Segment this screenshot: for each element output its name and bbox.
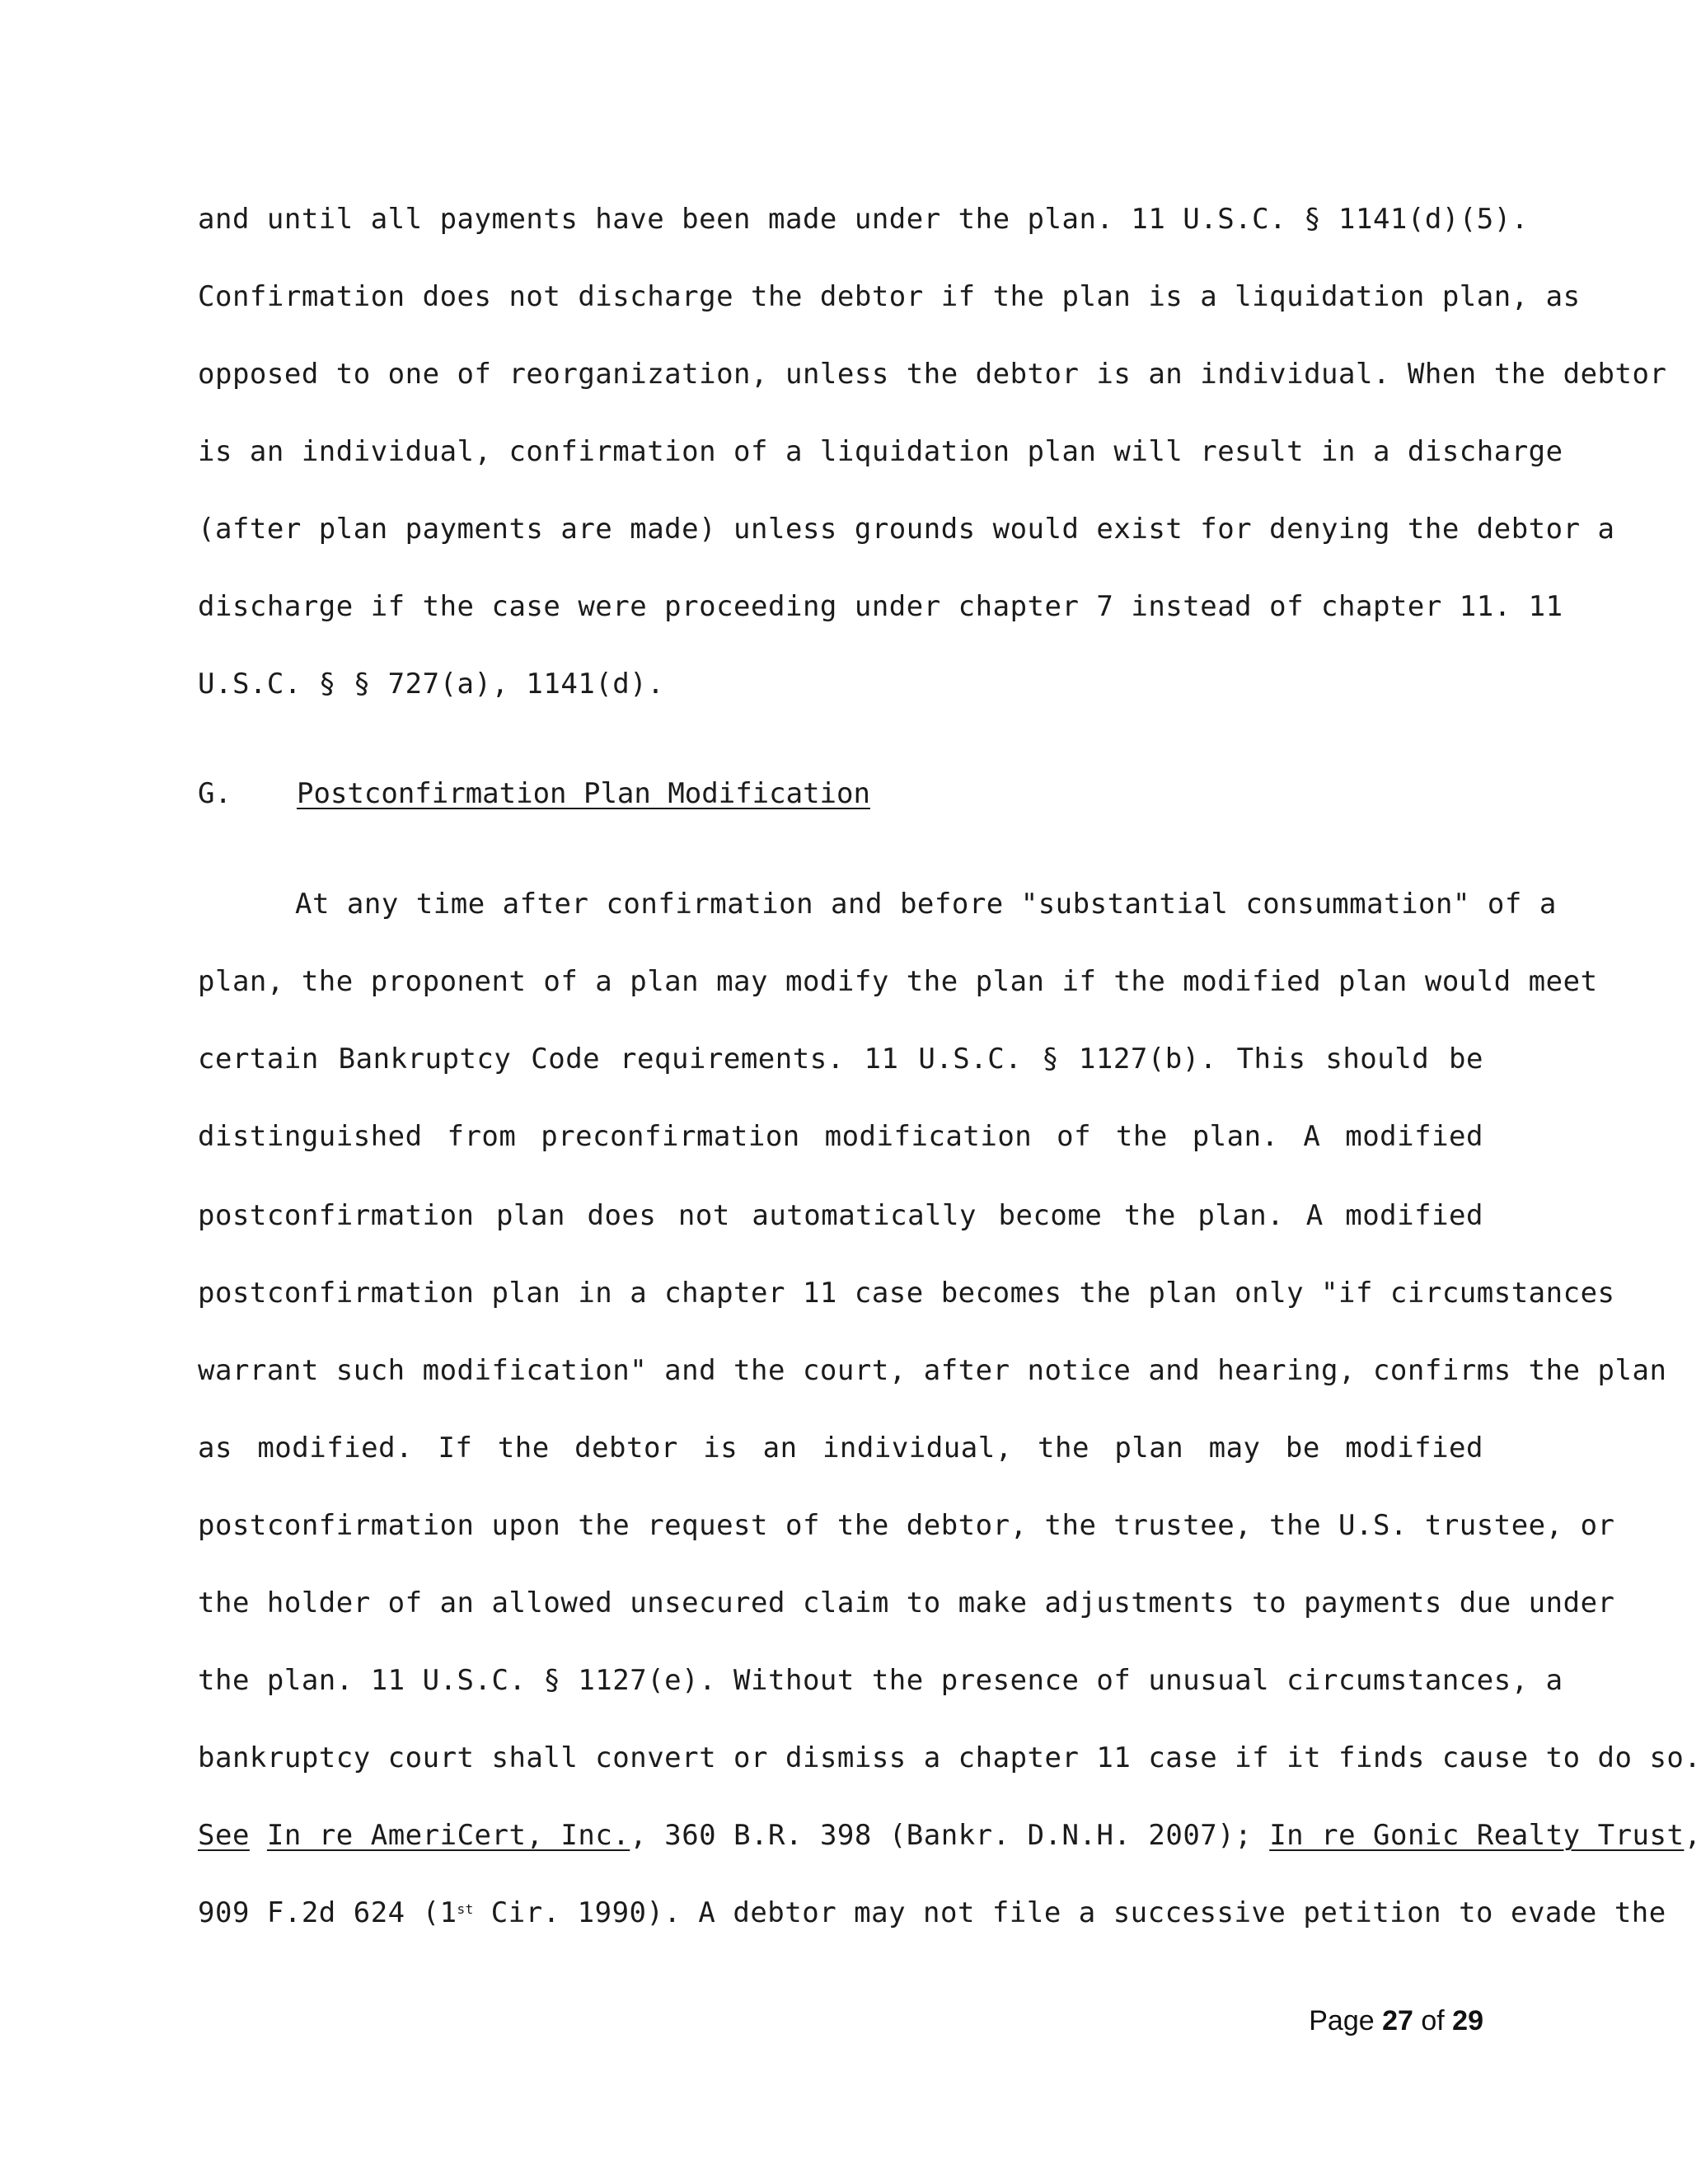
case-citation-end: ,: [1684, 1819, 1701, 1852]
body-line: (after plan payments are made) unless grounds would exist for denying the debtor a: [198, 513, 1615, 546]
body-line: as modified. If the debtor is an individual, the plan may be modified: [198, 1432, 1483, 1465]
signal-see: See: [198, 1819, 250, 1852]
body-line: the holder of an allowed unsecured claim to make adjustments to payments due under: [198, 1586, 1615, 1619]
body-line: is an individual, confirmation of a liquidation plan will result in a discharge: [198, 435, 1563, 468]
section-title: Postconfirmation Plan Modification: [297, 777, 870, 810]
body-line: warrant such modification" and the court, after notice and hearing, confirms the plan: [198, 1354, 1667, 1387]
ordinal-superscript: st: [457, 1901, 474, 1917]
body-line: bankruptcy court shall convert or dismiss a chapter 11 case if it finds cause to do so.: [198, 1741, 1701, 1774]
page-number-footer: [1309, 2004, 1483, 2037]
section-letter: G.: [198, 777, 232, 810]
total-pages: 29: [1452, 2005, 1483, 2036]
body-line: the plan. 11 U.S.C. § 1127(e). Without the presence of unusual circumstances, a: [198, 1664, 1563, 1697]
body-line-indented: At any time after confirmation and before "substantial consummation" of a: [295, 888, 1557, 921]
body-line: plan, the proponent of a plan may modify the plan if the modified plan would meet: [198, 965, 1598, 998]
body-line: postconfirmation plan does not automatically become the plan. A modified: [198, 1199, 1483, 1232]
body-line: postconfirmation plan in a chapter 11 case becomes the plan only "if circumstances: [198, 1277, 1615, 1310]
citation-line: [198, 1819, 1701, 1852]
body-line: certain Bankruptcy Code requirements. 11 U.S.C. § 1127(b). This should be: [198, 1043, 1483, 1076]
current-page-number: 27: [1382, 2005, 1413, 2036]
body-line: Confirmation does not discharge the debtor if the plan is a liquidation plan, as: [198, 280, 1581, 313]
body-line: opposed to one of reorganization, unless the debtor is an individual. When the debtor: [198, 358, 1667, 391]
body-line: U.S.C. § § 727(a), 1141(d).: [198, 668, 665, 701]
body-line: discharge if the case were proceeding under chapter 7 instead of chapter 11. 11: [198, 590, 1563, 623]
case-name-link: In re AmeriCert, Inc.: [266, 1819, 630, 1852]
final-line-part2: Cir. 1990). A debtor may not file a successive petition to evade the: [473, 1896, 1666, 1929]
case-name-link: In re Gonic Realty Trust: [1269, 1819, 1685, 1852]
case-citation: , 360 B.R. 398 (Bankr. D.N.H. 2007);: [630, 1819, 1253, 1852]
footer-of: of: [1413, 2005, 1453, 2036]
final-line-part1: 909 F.2d 624 (1: [198, 1896, 457, 1929]
body-line: and until all payments have been made under the plan. 11 U.S.C. § 1141(d)(5).: [198, 203, 1529, 236]
body-line: postconfirmation upon the request of the debtor, the trustee, the U.S. trustee, or: [198, 1509, 1615, 1542]
body-line: [198, 1896, 1666, 1929]
footer-prefix: Page: [1309, 2005, 1383, 2036]
body-line: distinguished from preconfirmation modification of the plan. A modified: [198, 1120, 1483, 1153]
section-heading: [198, 777, 870, 810]
